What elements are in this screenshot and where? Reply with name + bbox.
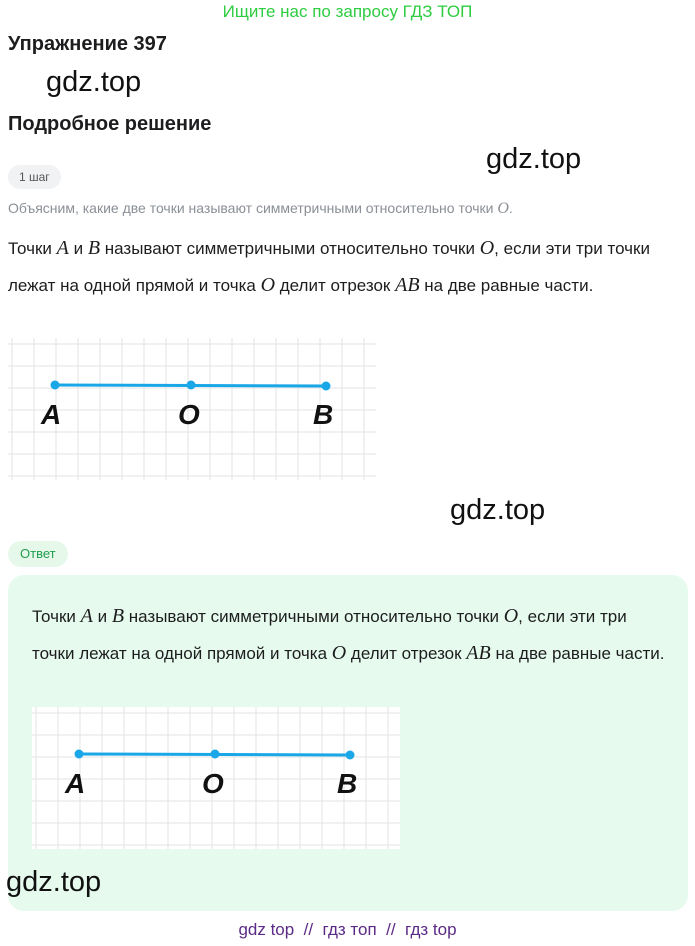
math-var-o: O: [260, 274, 276, 296]
math-var-o: O: [503, 605, 519, 627]
answer-paragraph: [32, 598, 672, 672]
answer-segment-diagram: [32, 707, 400, 849]
watermark: gdz.top: [46, 66, 142, 98]
explanation-end: .: [508, 200, 513, 216]
explanation-text: Объясним, какие две точки называют симметричными относительно точки: [8, 200, 494, 216]
watermark: gdz.top: [486, 143, 582, 175]
point-b-label: B: [337, 768, 358, 799]
point-o-label: O: [202, 768, 224, 799]
point-a-label: A: [41, 399, 62, 430]
math-var-o: O: [497, 200, 509, 217]
text-fragment: , если эти три точки лежат на одной прямой и точка: [8, 239, 650, 295]
text-fragment: делит отрезок: [346, 644, 467, 663]
point-o-dot: [187, 381, 196, 390]
text-fragment: Точки: [8, 239, 57, 258]
math-var-b: B: [87, 237, 101, 259]
segment-diagram: [8, 338, 376, 480]
search-hint-banner: Ищите нас по запросу ГДЗ ТОП: [222, 2, 473, 21]
point-b-dot: [322, 382, 331, 391]
step-explanation: [8, 200, 688, 218]
text-fragment: Точки: [32, 607, 81, 626]
math-var-a: A: [80, 605, 93, 627]
point-a-label: A: [65, 768, 86, 799]
math-var-ab: AB: [395, 274, 420, 296]
point-b-dot: [346, 751, 355, 760]
text-fragment: называют симметричными относительно точки: [100, 239, 480, 258]
text-fragment: на две равные части.: [490, 644, 665, 663]
text-fragment: и: [68, 239, 88, 258]
text-fragment: , если эти три точки лежат на одной прямой и точка: [32, 607, 627, 663]
text-fragment: называют симметричными относительно точки: [124, 607, 504, 626]
answer-badge: Ответ: [8, 541, 68, 567]
math-var-o: O: [331, 642, 347, 664]
solution-title: Подробное решение: [8, 113, 212, 135]
math-var-b: B: [111, 605, 125, 627]
text-fragment: делит отрезок: [275, 276, 396, 295]
math-var-a: A: [56, 237, 69, 259]
point-a-dot: [51, 381, 60, 390]
point-b-label: B: [313, 399, 334, 430]
math-var-ab: AB: [466, 642, 491, 664]
math-var-o: O: [479, 237, 495, 259]
step-badge: 1 шаг: [8, 165, 61, 189]
point-a-dot: [75, 750, 84, 759]
footer-links[interactable]: gdz top // гдз топ // гдз top: [238, 920, 457, 939]
watermark: gdz.top: [6, 866, 102, 898]
watermark: gdz.top: [450, 494, 546, 526]
text-fragment: на две равные части.: [419, 276, 594, 295]
definition-paragraph: [8, 230, 680, 304]
point-o-label: O: [178, 399, 200, 430]
text-fragment: и: [92, 607, 112, 626]
exercise-title: Упражнение 397: [8, 33, 167, 55]
point-o-dot: [211, 750, 220, 759]
